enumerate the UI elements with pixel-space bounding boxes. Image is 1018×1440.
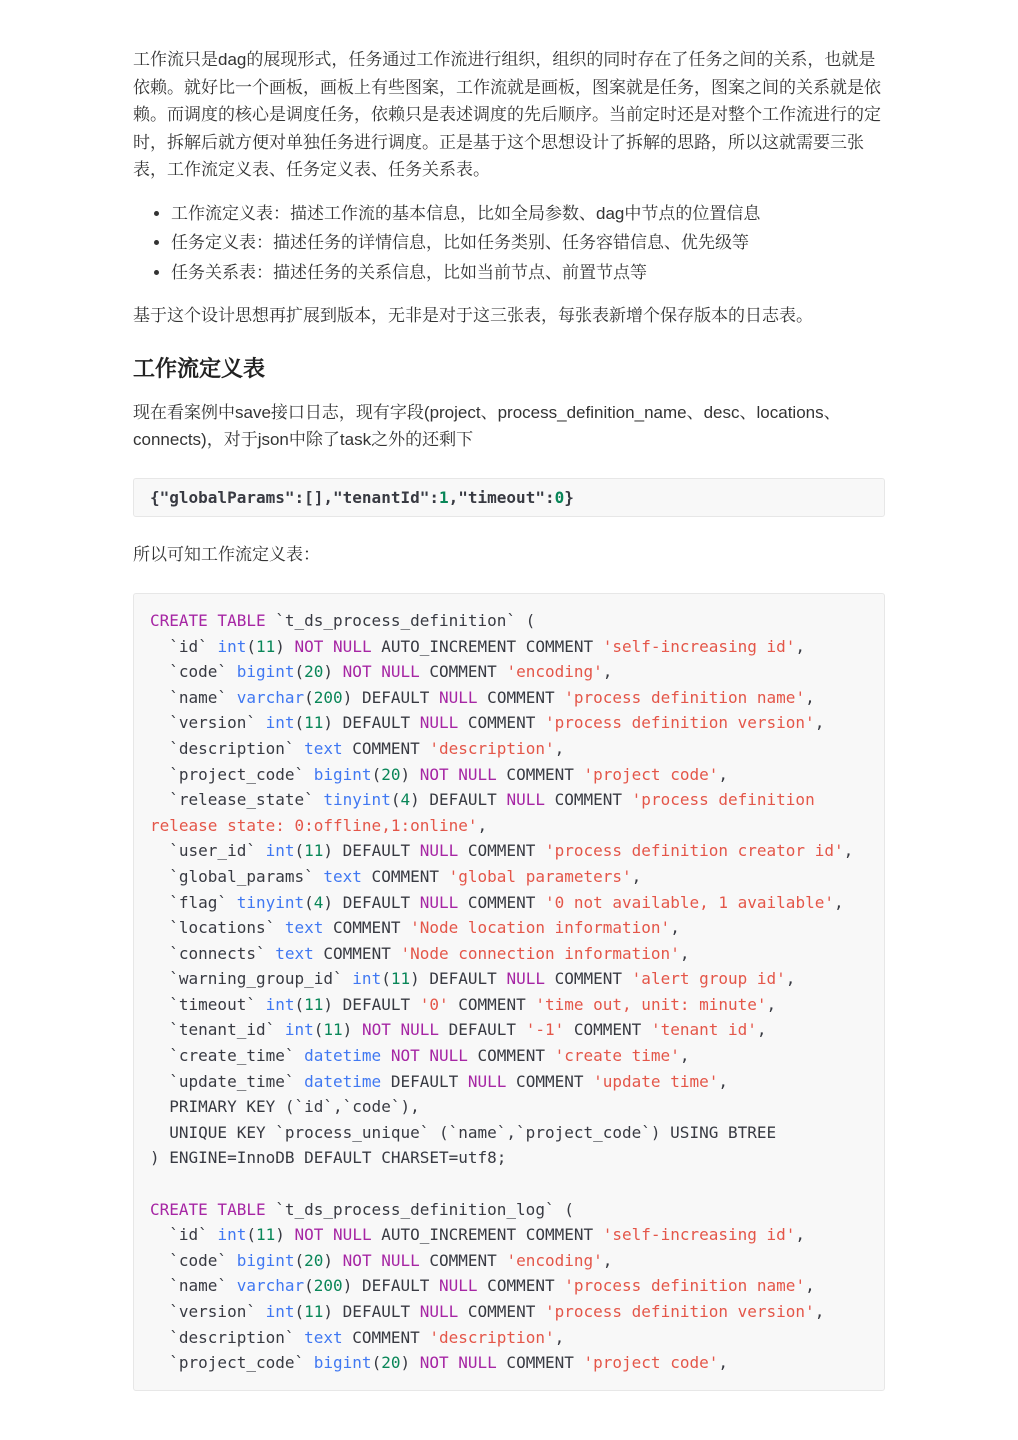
json-code-block — [133, 478, 885, 518]
save-paragraph: 现在看案例中save接口日志，现有字段(project、process_definition_name、desc、locations、connects)，对于json中除了task之外的还剩下 — [133, 402, 841, 450]
list-item: • 工作流定义表：描述工作流的基本信息，比如全局参数、dag中节点的位置信息 — [171, 200, 885, 228]
list-item: • 任务定义表：描述任务的详情信息，比如任务类别、任务容错信息、优先级等 — [171, 229, 885, 257]
bullet-list — [133, 200, 885, 287]
json-code: {"globalParams":[],"tenantId":1,"timeout":0} — [150, 487, 574, 507]
list-item: • 任务关系表：描述任务的关系信息，比如当前节点、前置节点等 — [171, 259, 885, 287]
article — [133, 0, 885, 1391]
version-paragraph: 基于这个设计思想再扩展到版本，无非是对于这三张表，每张表新增个保存版本的日志表。 — [133, 306, 813, 326]
sql-code: CREATE TABLE `t_ds_process_definition` ( `id` int(11) NOT NULL AUTO_INCREMENT COMMENT 'self-increasing id', `code` bigint(20) NOT NULL COMMENT 'encoding', `name` varchar(200) DEFAULT NULL COMMENT 'process definition name', `version` int(11) DEFAULT NULL COMMENT 'process definition version', `description` text COMMENT 'description', `project_code` bigint(20) NOT NULL COMMENT 'project code', `release_state` tinyint(4) DEFAULT NULL COMMENT 'process definition release state: 0:offline,1:online', `user_id` int(11) DEFAULT NULL COMMENT 'process definition creator id', `global_params` text COMMENT 'global parameters', `flag` tinyint(4) DEFAULT NULL COMMENT '0 not available, 1 available', `locations` text COMMENT 'Node location information', `connects` text COMMENT 'Node connection information', `warning_group_id` int(11) DEFAULT NULL COMMENT 'alert group id', `timeout` int(11) DEFAULT '0' COMMENT 'time out, unit: minute', `tenant_id` int(11) NOT NULL DEFAULT '-1' COMMENT 'tenant id', `create_time` datetime NOT NULL COMMENT 'create time', `update_time` datetime DEFAULT NULL COMMENT 'update time', PRIMARY KEY (`id`,`code`), UNIQUE KEY `process_unique` (`name`,`project_code`) USING BTREE ) ENGINE=InnoDB DEFAULT CHARSET=utf8; CREATE TABLE `t_ds_process_definition_log` ( `id` int(11) NOT NULL AUTO_INCREMENT COMMENT 'self-increasing id', `code` bigint(20) NOT NULL COMMENT 'encoding', `name` varchar(200) DEFAULT NULL COMMENT 'process definition name', `version` int(11) DEFAULT NULL COMMENT 'process definition version', `description` text COMMENT 'description', `project_code` bigint(20) NOT NULL COMMENT 'project code', — [150, 610, 854, 1373]
intro-paragraph: 工作流只是dag的展现形式，任务通过工作流进行组织，组织的同时存在了任务之间的关系，也就是依赖。就好比一个画板，画板上有些图案，工作流就是画板，图案就是任务，图案之间的关系就是依赖。而调度的核心是调度任务，依赖只是表述调度的先后顺序。当前定时还是对整个工作流进行的定时，拆解后就方便对单独任务进行调度。正是基于这个思想设计了拆解的思路，所以这就需要三张表，工作流定义表、任务定义表、任务关系表。 — [133, 50, 881, 180]
conclusion-paragraph: 所以可知工作流定义表： — [133, 545, 320, 565]
sql-code-block — [133, 593, 885, 1391]
section-heading: 工作流定义表 — [133, 355, 266, 381]
